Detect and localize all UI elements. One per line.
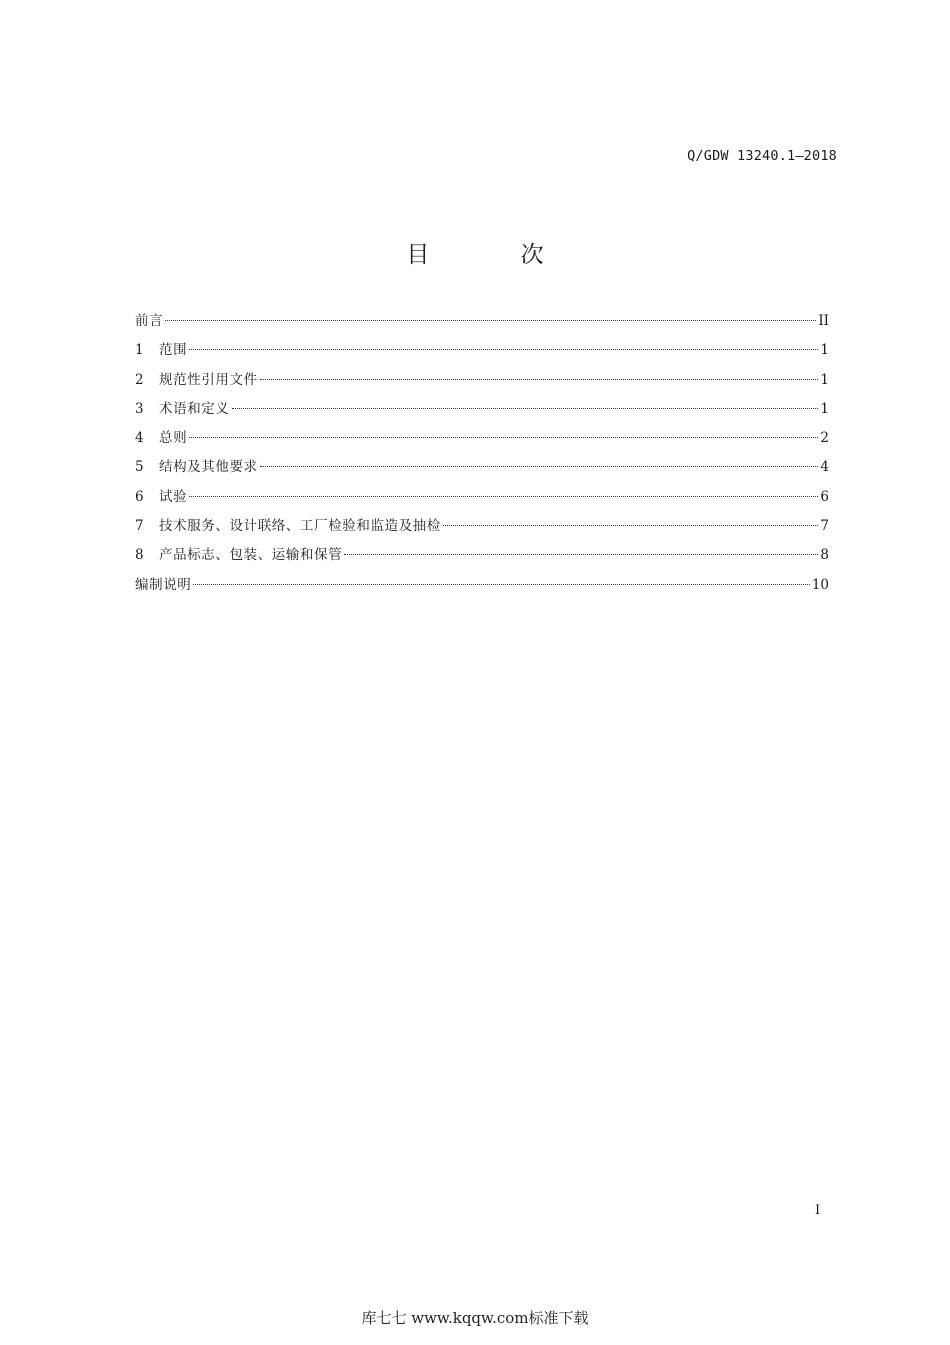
toc-entry-compilation-notes[interactable] — [135, 575, 829, 604]
toc-leader-dots — [189, 496, 818, 497]
toc-entry-number: 6 — [135, 488, 144, 505]
toc-leader-dots — [165, 320, 816, 321]
toc-entry-number: 5 — [135, 459, 144, 476]
toc-leader-dots — [193, 584, 809, 585]
toc-entry-label: 前言 — [135, 313, 164, 329]
toc-leader-dots — [344, 554, 818, 555]
table-of-contents — [135, 311, 829, 604]
toc-entry-number: 2 — [135, 371, 144, 388]
toc-leader-dots — [260, 379, 819, 380]
toc-entry-page: 6 — [820, 488, 829, 505]
toc-entry-label: 术语和定义 — [159, 400, 230, 417]
toc-entry-label: 编制说明 — [135, 576, 192, 593]
page-title: 目 次 — [406, 242, 586, 268]
toc-entry-number: 7 — [135, 518, 144, 535]
toc-entry-7[interactable] — [135, 516, 829, 545]
toc-entry-5[interactable] — [135, 457, 829, 486]
toc-entry-number: 3 — [135, 400, 144, 417]
toc-entry-label: 试验 — [159, 488, 188, 505]
toc-leader-dots — [232, 408, 819, 409]
toc-entry-label: 产品标志、包装、运输和保管 — [159, 547, 343, 564]
toc-leader-dots — [189, 349, 818, 350]
toc-entry-label: 总则 — [159, 430, 188, 447]
toc-entry-number: 1 — [135, 342, 144, 359]
toc-entry-page: 1 — [820, 400, 829, 417]
toc-entry-1[interactable] — [135, 340, 829, 369]
document-code: Q/GDW 13240.1—2018 — [687, 148, 837, 164]
toc-entry-2[interactable] — [135, 370, 829, 399]
toc-entry-label: 技术服务、设计联络、工厂检验和监造及抽检 — [159, 518, 441, 535]
page-number: I — [815, 1203, 821, 1218]
toc-entry-6[interactable] — [135, 487, 829, 516]
toc-entry-page: 4 — [820, 459, 829, 476]
toc-leader-dots — [189, 437, 818, 438]
toc-entry-page: 10 — [811, 576, 829, 593]
toc-entry-page: II — [818, 313, 829, 329]
toc-entry-4[interactable] — [135, 428, 829, 457]
toc-entry-number: 4 — [135, 430, 144, 447]
toc-entry-label: 范围 — [159, 342, 188, 359]
toc-entry-label: 规范性引用文件 — [159, 371, 258, 388]
toc-entry-page: 7 — [820, 518, 829, 535]
toc-entry-8[interactable] — [135, 545, 829, 574]
toc-entry-foreword[interactable] — [135, 311, 829, 340]
toc-entry-page: 2 — [820, 430, 829, 447]
toc-entry-page: 1 — [820, 371, 829, 388]
toc-entry-label: 结构及其他要求 — [159, 459, 258, 476]
toc-entry-3[interactable] — [135, 399, 829, 428]
toc-entry-page: 8 — [820, 547, 829, 564]
toc-leader-dots — [260, 466, 819, 467]
toc-entry-number: 8 — [135, 547, 144, 564]
toc-entry-page: 1 — [820, 342, 829, 359]
toc-leader-dots — [443, 525, 818, 526]
download-watermark: 库七七 www.kqqw.com标准下载 — [361, 1309, 589, 1327]
